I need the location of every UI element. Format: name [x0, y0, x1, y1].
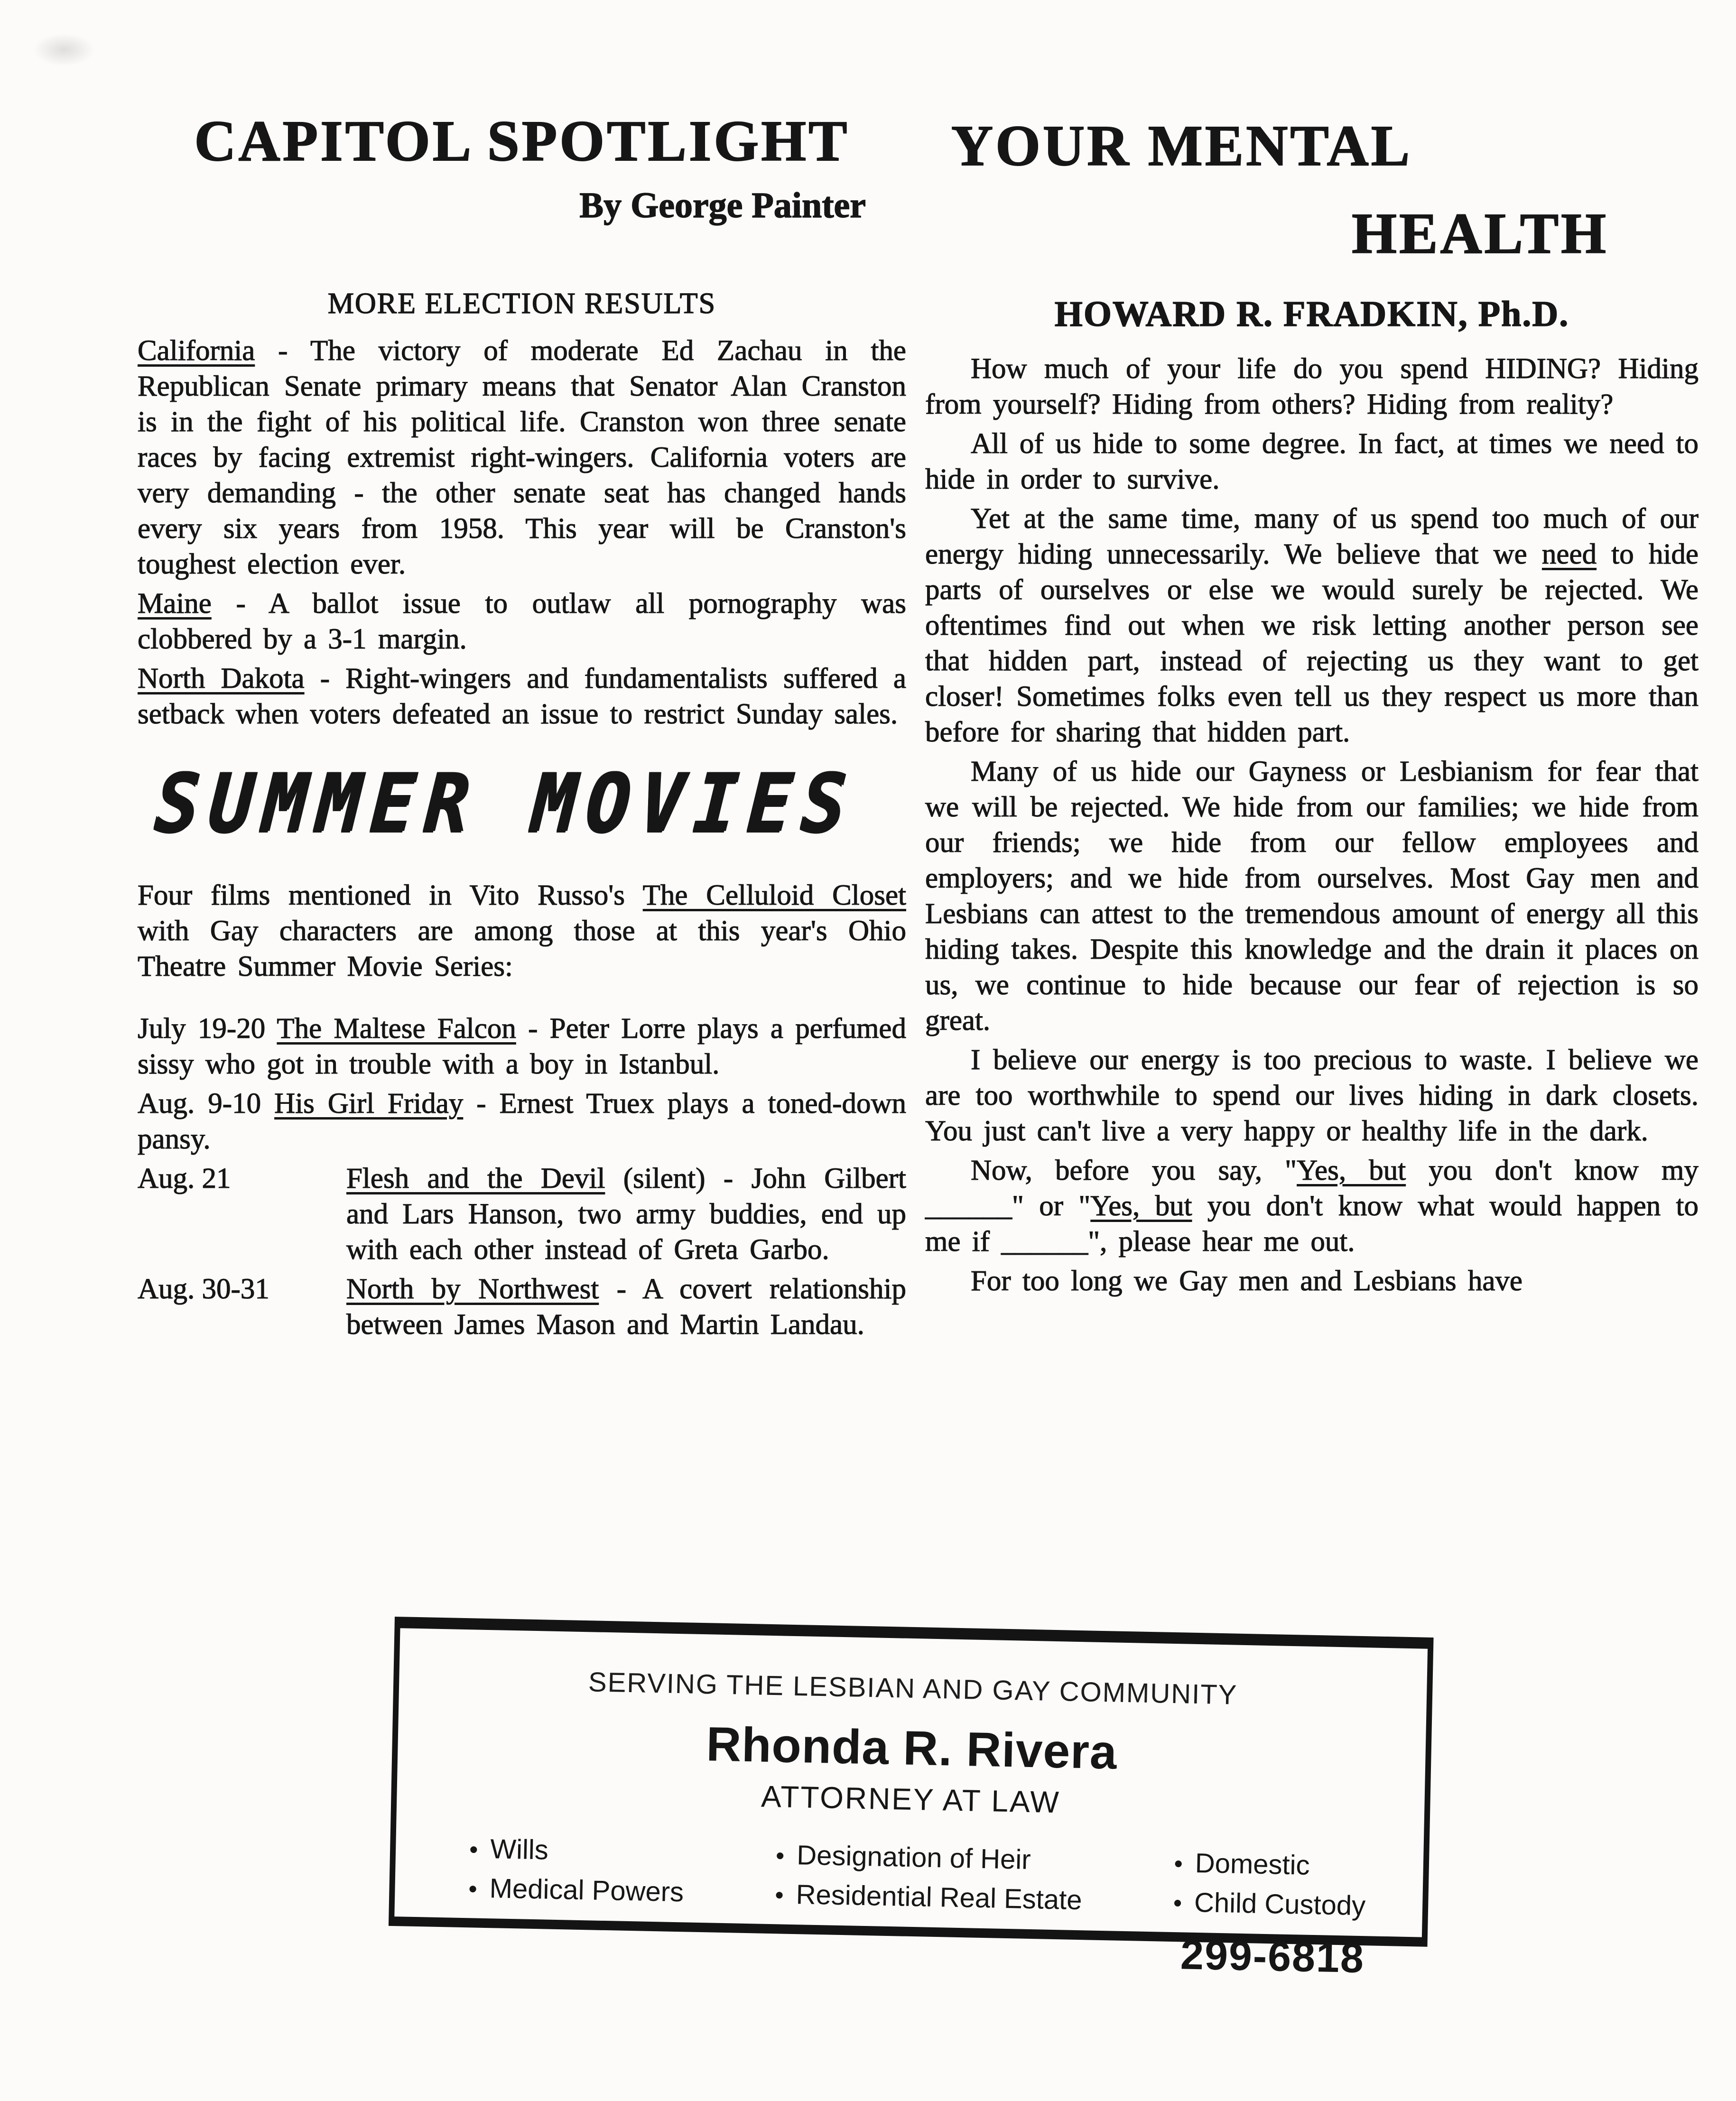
- service-label: Domestic: [1195, 1847, 1310, 1881]
- rivera-attorney-ad: [389, 1617, 1434, 1982]
- hide-gayness-paragraph: Many of us hide our Gayness or Lesbianism for fear that we will be rejected. We hide from our families; we hide from our friends; we hide from our fellow employees and employers; and we hide from ourselves. Most Gay men and Lesbians can attest to the tremendous amount of energy all this hiding takes. Despite this knowledge and the drain it places on us, we continue to hide because our fear of rejection is so great.: [925, 755, 1699, 1037]
- mental-health-title-line1: YOUR MENTAL: [951, 114, 1412, 178]
- services-column-2: [775, 1839, 1083, 1916]
- movie-date: Aug. 30-31: [138, 1273, 269, 1305]
- energy-hiding-paragraph: Yet at the same time, many of us spend too much of our energy hiding unnecessarily. We believe that we need to hide parts of ourselves or else we would surely be rejected. We oftentimes find out when we risk letting another person see that hidden part, instead of rejecting us they want to get closer! Sometimes folks even tell us they respect us more than before for sharing that hidden part.: [925, 502, 1699, 748]
- mental-health-title-line2: HEALTH: [1352, 201, 1608, 266]
- your-mental-health-article: [925, 116, 1699, 1299]
- more-election-results-heading: MORE ELECTION RESULTS: [327, 287, 716, 320]
- bullet-icon: •: [775, 1842, 785, 1870]
- hiding-questions-paragraph: How much of your life do you spend HIDING? Hiding from yourself? Hiding from others? Hiding from reality?: [925, 352, 1699, 420]
- service-label: Wills: [490, 1833, 549, 1866]
- movie-item-north-by-northwest: [138, 1271, 906, 1342]
- service-item-designation-of-heir: [776, 1839, 1083, 1877]
- movie-item-flesh-and-the-devil: [138, 1161, 906, 1268]
- service-item-child-custody: [1173, 1886, 1366, 1922]
- summer-movies-heading: SUMMER MOVIES: [152, 756, 859, 850]
- movie-description: Flesh and the Devil (silent) - John Gilbert and Lars Hanson, two army buddies, end up with each other instead of Greta Garbo.: [346, 1162, 906, 1266]
- movies-intro-paragraph: Four films mentioned in Vito Russo's The Celluloid Closet with Gay characters are among those at this year's Ohio Theatre Summer Movie Series:: [138, 879, 906, 982]
- bullet-icon: •: [469, 1836, 478, 1864]
- scan-smudge: [33, 33, 95, 66]
- service-item-medical-powers: [468, 1872, 684, 1908]
- phone-number: 299-6818: [1180, 1931, 1365, 1982]
- attorney-at-law-subtitle: ATTORNEY AT LAW: [761, 1779, 1061, 1820]
- service-label: Residential Real Estate: [796, 1879, 1083, 1916]
- movie-item-maltese-falcon: July 19-20 The Maltese Falcon - Peter Lorre plays a perfumed sissy who got in trouble with a boy in Istanbul.: [138, 1012, 906, 1080]
- capitol-byline: By George Painter: [579, 185, 866, 225]
- bullet-icon: •: [1173, 1850, 1183, 1878]
- movie-date: Aug. 21: [138, 1162, 231, 1194]
- attorney-name: Rhonda R. Rivera: [706, 1717, 1118, 1779]
- service-item-domestic: [1174, 1847, 1367, 1882]
- bullet-icon: •: [774, 1881, 784, 1909]
- all-of-us-hide-paragraph: All of us hide to some degree. In fact, at times we need to hide in order to survive.: [925, 427, 1699, 495]
- maine-paragraph: Maine - A ballot issue to outlaw all pornography was clobbered by a 3-1 margin.: [138, 587, 906, 655]
- service-label: Medical Powers: [489, 1873, 684, 1908]
- capitol-spotlight-article: [138, 111, 906, 1342]
- services-list: [468, 1833, 1367, 1922]
- services-column-1: [468, 1833, 685, 1908]
- capitol-spotlight-title: CAPITOL SPOTLIGHT: [194, 109, 850, 173]
- ad-tagline: SERVING THE LESBIAN AND GAY COMMUNITY: [588, 1666, 1238, 1711]
- movies-list: [138, 1011, 906, 1342]
- bullet-icon: •: [1173, 1889, 1182, 1917]
- energy-precious-paragraph: I believe our energy is too precious to waste. I believe we are too worthwhile to spend our lives hiding in dark closets. You just can't live a very happy or healthy life in the dark.: [925, 1044, 1699, 1147]
- service-item-wills: [469, 1833, 685, 1869]
- for-too-long-paragraph: For too long we Gay men and Lesbians have: [971, 1265, 1522, 1297]
- service-label: Child Custody: [1194, 1887, 1366, 1922]
- movie-description: North by Northwest - A covert relationship between James Mason and Martin Landau.: [346, 1273, 906, 1341]
- fradkin-byline: HOWARD R. FRADKIN, Ph.D.: [1054, 294, 1569, 334]
- service-label: Designation of Heir: [796, 1840, 1031, 1876]
- yes-but-paragraph: Now, before you say, "Yes, but you don't know my ______" or "Yes, but you don't know what would happen to me if ______", please hear me out.: [925, 1154, 1699, 1258]
- north-dakota-paragraph: North Dakota - Right-wingers and fundamentalists suffered a setback when voters defeated an issue to restrict Sunday sales.: [138, 662, 907, 730]
- bullet-icon: •: [468, 1875, 478, 1903]
- services-column-3: [1173, 1847, 1366, 1922]
- movie-item-his-girl-friday: Aug. 9-10 His Girl Friday - Ernest Truex plays a toned-down pansy.: [138, 1087, 907, 1155]
- service-item-residential-real-estate: [775, 1878, 1082, 1916]
- california-paragraph: California - The victory of moderate Ed Zachau in the Republican Senate primary means that Senator Alan Cranston is in the fight of his political life. Cranston won three senate races by facing extremist right-wingers. California voters are very demanding - the other senate seat has changed hands every six years from 1958. This year will be Cranston's toughest election ever.: [138, 334, 906, 580]
